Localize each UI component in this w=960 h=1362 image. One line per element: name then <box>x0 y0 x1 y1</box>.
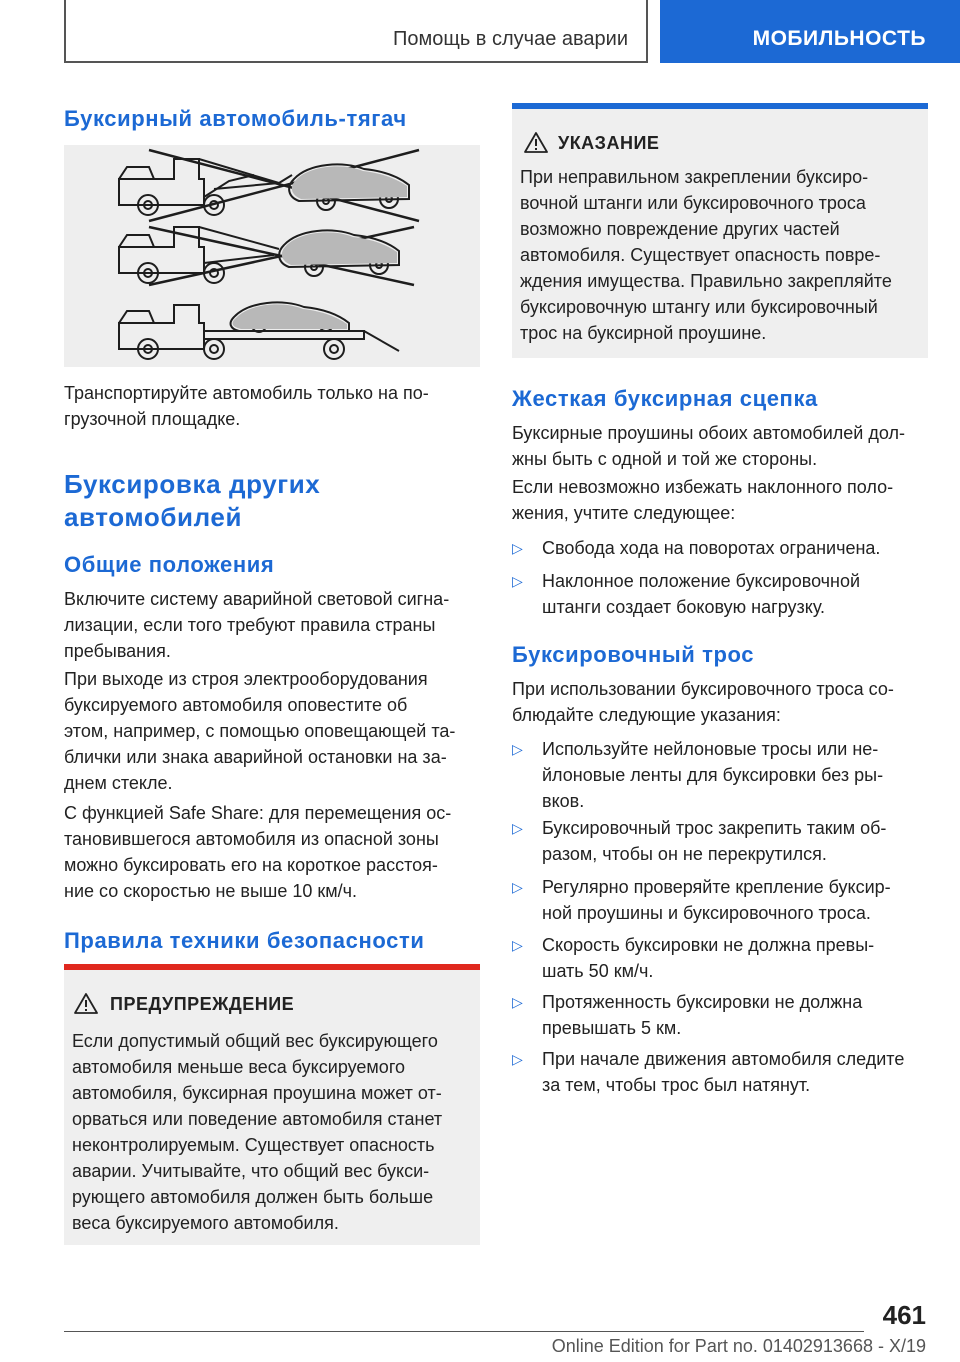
header-chapter-tab <box>660 0 960 63</box>
notice-text: При неправильном закреплении буксиро- вочной штанги или буксировочного троса возможно повреждение других частей автомобиля. Существует опасность повре- ждения имущества. Правильно закрепляйте буксировочную штангу или буксировочный трос на буксирной проушине. <box>520 167 892 343</box>
heading-safety-rules: Правила техники безопасности <box>64 928 425 953</box>
bullet-triangle-icon: ▷ <box>512 820 523 836</box>
heading-towing-others: Буксировка других автомобилей <box>64 469 321 532</box>
list-item-text: Регулярно проверяйте крепление буксир- ной проушины и буксировочного троса. <box>542 877 891 923</box>
heading-tow-rope: Буксировочный трос <box>512 642 755 667</box>
header-section-box <box>64 0 648 63</box>
warning-triangle-icon <box>74 992 98 1014</box>
warning-box <box>64 964 480 1245</box>
notice-box <box>512 103 928 358</box>
tow-truck-illustration <box>64 145 480 367</box>
paragraph-rigid-eyes: Буксирные проушины обоих автомобилей дол- жны быть с одной и той же стороны. <box>512 423 905 469</box>
heading-tow-vehicle: Буксирный автомобиль-тягач <box>64 106 407 131</box>
paragraph-transport: Транспортируйте автомобиль только на по- грузочной площадке. <box>64 383 429 429</box>
list-item-text: Скорость буксировки не должна превы- шать 50 км/ч. <box>542 935 875 981</box>
list-item-text: Свобода хода на поворотах ограничена. <box>542 538 881 558</box>
list-item-text: Буксировочный трос закрепить таким об- разом, чтобы он не перекрутился. <box>542 818 887 864</box>
heading-rigid-coupling: Жесткая буксирная сцепка <box>512 386 818 411</box>
notice-title: УКАЗАНИЕ <box>558 133 660 153</box>
bullet-triangle-icon: ▷ <box>512 937 523 953</box>
bullet-triangle-icon: ▷ <box>512 1051 523 1067</box>
warning-bar <box>64 964 480 970</box>
paragraph-rigid-angle: Если невозможно избежать наклонного поло- жения, учтите следующее: <box>512 477 894 523</box>
list-item-text: Протяженность буксировки не должна превышать 5 км. <box>542 992 863 1038</box>
bullet-triangle-icon: ▷ <box>512 994 523 1010</box>
warning-title: ПРЕДУПРЕЖДЕНИЕ <box>110 994 295 1014</box>
warning-text: Если допустимый общий вес буксирующего автомобиля меньше веса буксируемого автомобиля, буксирная проушина может от- орваться или поведение автомобиля станет неконтролируемым. Существует опасность аварии. Учитывайте, что общий вес букси- рующего автомобиля должен быть больше веса буксируемого автомобиля. <box>72 1031 443 1233</box>
list-item-text: При начале движения автомобиля следите за тем, чтобы трос был натянут. <box>542 1049 905 1095</box>
paragraph-hazard-lights: Включите систему аварийной световой сигна- лизации, если того требуют правила страны пребывания. <box>64 589 450 661</box>
bullet-triangle-icon: ▷ <box>512 741 523 757</box>
header-chapter-title: МОБИЛЬНОСТЬ <box>752 27 926 50</box>
header-section-title: Помощь в случае аварии <box>393 28 628 50</box>
notice-bar <box>512 103 928 109</box>
list-item-text: Используйте нейлоновые тросы или не- йлоновые ленты для буксировки без ры- вков. <box>542 739 884 811</box>
bullet-triangle-icon: ▷ <box>512 540 523 556</box>
list-item-text: Наклонное положение буксировочной штанги создает боковую нагрузку. <box>542 571 861 617</box>
paragraph-safe-share: С функцией Safe Share: для перемещения ос- тановившегося автомобиля из опасной зоны можно буксировать его на короткое расстоя- ние со скоростью не выше 10 км/ч. <box>64 803 452 901</box>
bullet-triangle-icon: ▷ <box>512 879 523 895</box>
paragraph-electrics-failure: При выходе из строя электрооборудования буксируемого автомобиля оповестите об этом, например, с помощью оповещающей та- блички или знака аварийной остановки на за- днем стекле. <box>64 669 456 793</box>
warning-triangle-icon <box>524 131 548 153</box>
paragraph-rope-intro: При использовании буксировочного троса со- блюдайте следующие указания: <box>512 679 894 725</box>
bullet-triangle-icon: ▷ <box>512 573 523 589</box>
footer-edition: Online Edition for Part no. 01402913668 - X/19 <box>551 1336 926 1356</box>
footer-divider <box>64 1331 864 1332</box>
tow-methods-diagram <box>64 145 480 367</box>
page-number: 461 <box>882 1300 926 1330</box>
heading-general: Общие положения <box>64 552 275 577</box>
